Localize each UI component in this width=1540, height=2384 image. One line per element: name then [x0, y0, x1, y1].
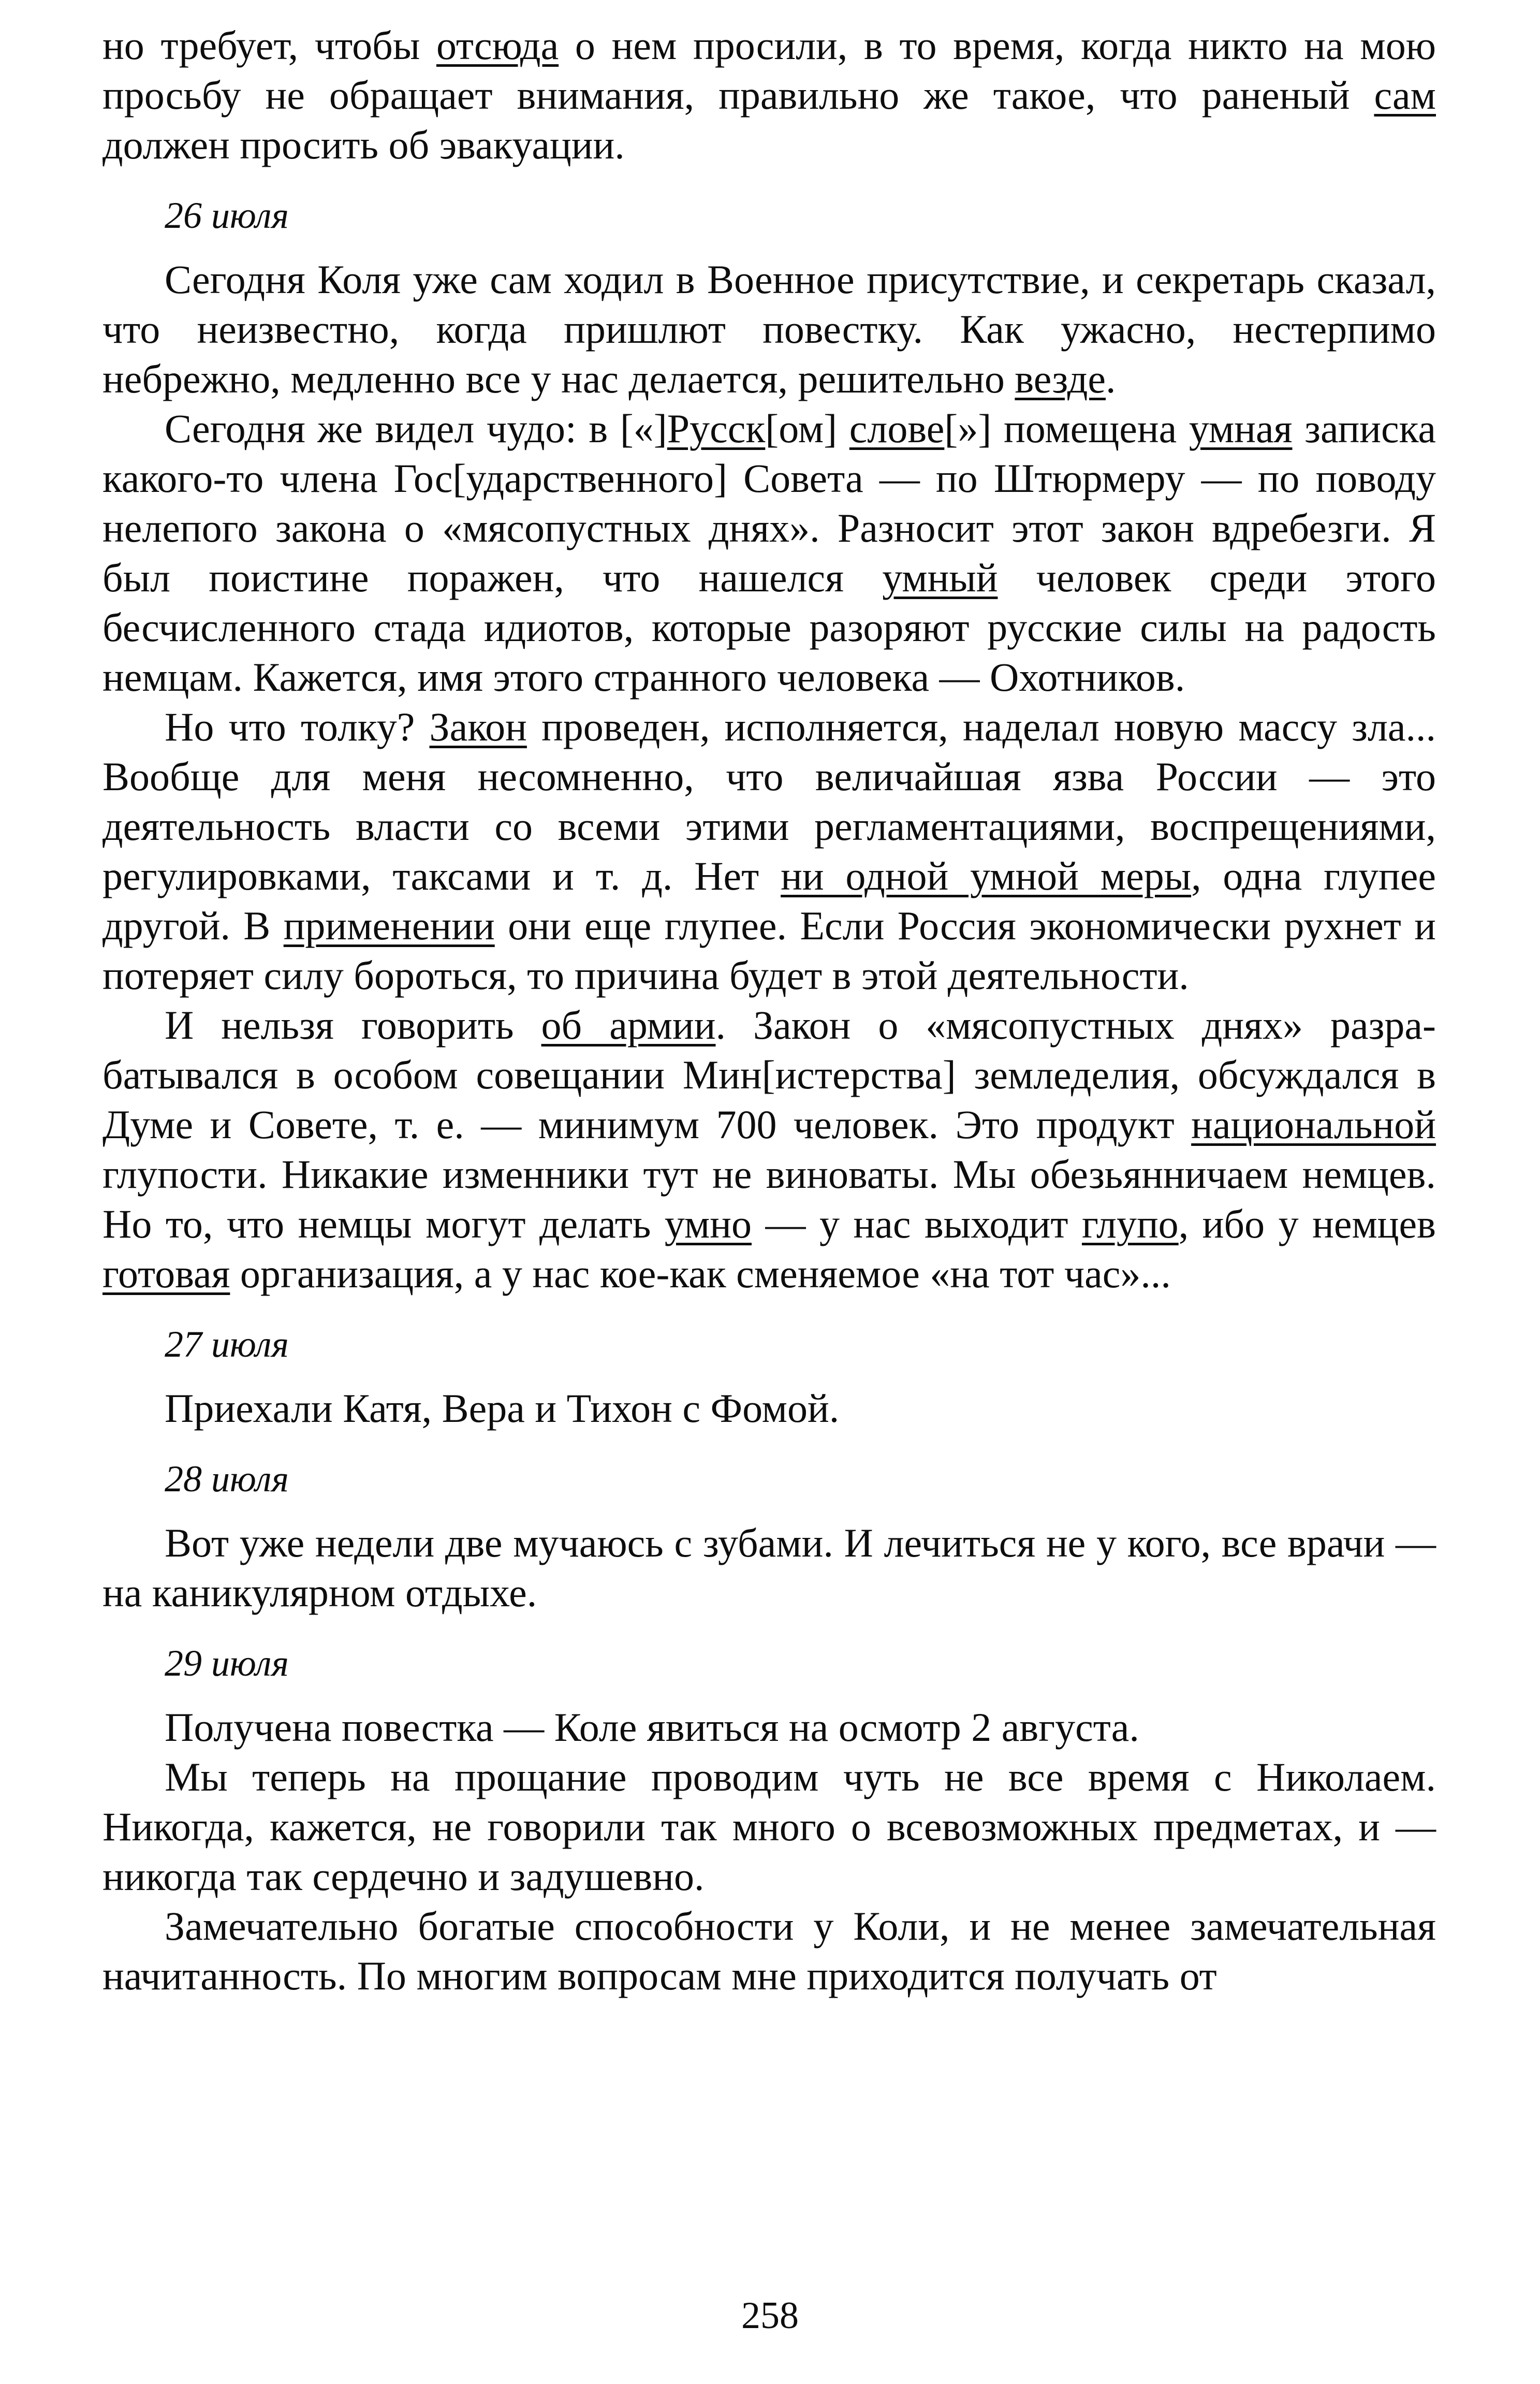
paragraph — [102, 255, 1436, 404]
underlined-word: умно — [664, 1201, 752, 1246]
underlined-word: Русск — [667, 406, 766, 451]
text-run: — у нас выходит — [752, 1201, 1082, 1246]
paragraph — [102, 1000, 1436, 1299]
paragraph: Замечательно богатые способности у Коли, и не менее замечательная начитанность. По многим вопросам мне приходится получать от — [102, 1903, 1436, 1998]
text-run: глупости. Никакие изменники тут не виноваты. Мы обезьянничаем немцев. Но то, что немцы могут делать — [102, 1152, 1436, 1246]
text-run: , ибо у немцев — [1178, 1201, 1436, 1246]
text-run: но требует, чтобы — [102, 23, 436, 68]
underlined-word: глупо — [1081, 1201, 1179, 1246]
underlined-word: ни одной умной меры — [781, 853, 1192, 898]
underlined-word: везде — [1015, 356, 1106, 401]
text-run: проведен, исполняется, наделал новую массу зла... Вообще для меня несомненно, что величайшая язва России — это деятельность власти со всеми этими регламентациями, воспрещениями, регулировками, таксами и т. д. Нет — [102, 704, 1436, 898]
paragraph-continuation — [102, 21, 1436, 170]
text-run: [»] помещена — [944, 406, 1189, 451]
text-run: И нельзя говорить — [165, 1002, 541, 1048]
diary-date-heading: 26 июля — [165, 195, 289, 236]
diary-date-heading: 27 июля — [165, 1324, 289, 1365]
text-run: человек среди этого бесчисленного стада идиотов, которые разоряют русские силы на радость немцам. Кажется, имя этого странного человека — Охотников. — [102, 555, 1436, 700]
text-run: о нем просили, в то время, когда никто на мою просьбу не обращает внимания, правильно же такое, что раненый — [102, 23, 1436, 118]
underlined-word: готовая — [102, 1251, 230, 1296]
diary-date-heading: 28 июля — [165, 1458, 289, 1500]
text-run: они еще глупее. Если Россия экономически рухнет и потеряет силу бороться, то причина будет в этой деятельности. — [102, 903, 1436, 998]
underlined-word: об армии — [541, 1002, 716, 1048]
underlined-word: отсюда — [436, 23, 559, 68]
underlined-word: сам — [1374, 72, 1436, 118]
text-run: Сегодня же видел чудо: в [«] — [165, 406, 667, 451]
text-run: записка какого-то члена Гос[ударственного] Совета — по Штюрмеру — по поводу нелепого закона о «мясопустных днях». Разносит этот закон вдребезги. Я был поистине поражен, что нашелся — [102, 406, 1436, 600]
text-run: [ом] — [765, 406, 849, 451]
underlined-word: умный — [882, 555, 998, 600]
page-body — [102, 21, 1436, 2001]
page-number: 258 — [741, 2294, 799, 2337]
paragraph: Вот уже недели две мучаюсь с зубами. И лечиться не у кого, все врачи — на каникулярном отдыхе. — [102, 1520, 1436, 1615]
text-run: организация, а у нас кое-как сменяемое «на тот час»... — [230, 1251, 1171, 1296]
text-run: должен просить об эвакуации. — [102, 122, 625, 167]
paragraph: Приехали Катя, Вера и Тихон с Фомой. — [165, 1386, 840, 1431]
underlined-word: Закон — [429, 704, 527, 749]
paragraph — [102, 702, 1436, 1000]
underlined-word: слове — [849, 406, 945, 451]
text-run: . — [1106, 356, 1116, 401]
underlined-word: применении — [283, 903, 495, 948]
text-run: Но что толку? — [165, 704, 430, 749]
text-run: Сегодня Коля уже сам ходил в Военное присутствие, и секретарь сказал, что неизвестно, когда пришлют повестку. Как ужасно, нестерпимо небрежно, медленно все у нас делается, решительно — [102, 257, 1436, 401]
paragraph: Мы теперь на прощание проводим чуть не все время с Николаем. Никогда, кажется, не говорили так много о всевозможных предметах, и — никогда так сердечно и задушевно. — [102, 1754, 1436, 1899]
underlined-word: умная — [1189, 406, 1293, 451]
text-run: , одна глупее другой. В — [102, 853, 1436, 948]
underlined-word: национальной — [1191, 1102, 1436, 1147]
diary-date-heading: 29 июля — [165, 1642, 289, 1684]
text-run: . Закон о «мясопустных днях» разрабатывался в особом совещании Мин[истерства] земледелия, обсуждался в Думе и Совете, т. е. — минимум 700 человек. Это продукт — [102, 1002, 1436, 1147]
paragraph: Получена повестка — Коле явиться на осмотр 2 августа. — [165, 1705, 1139, 1750]
paragraph — [102, 404, 1436, 702]
